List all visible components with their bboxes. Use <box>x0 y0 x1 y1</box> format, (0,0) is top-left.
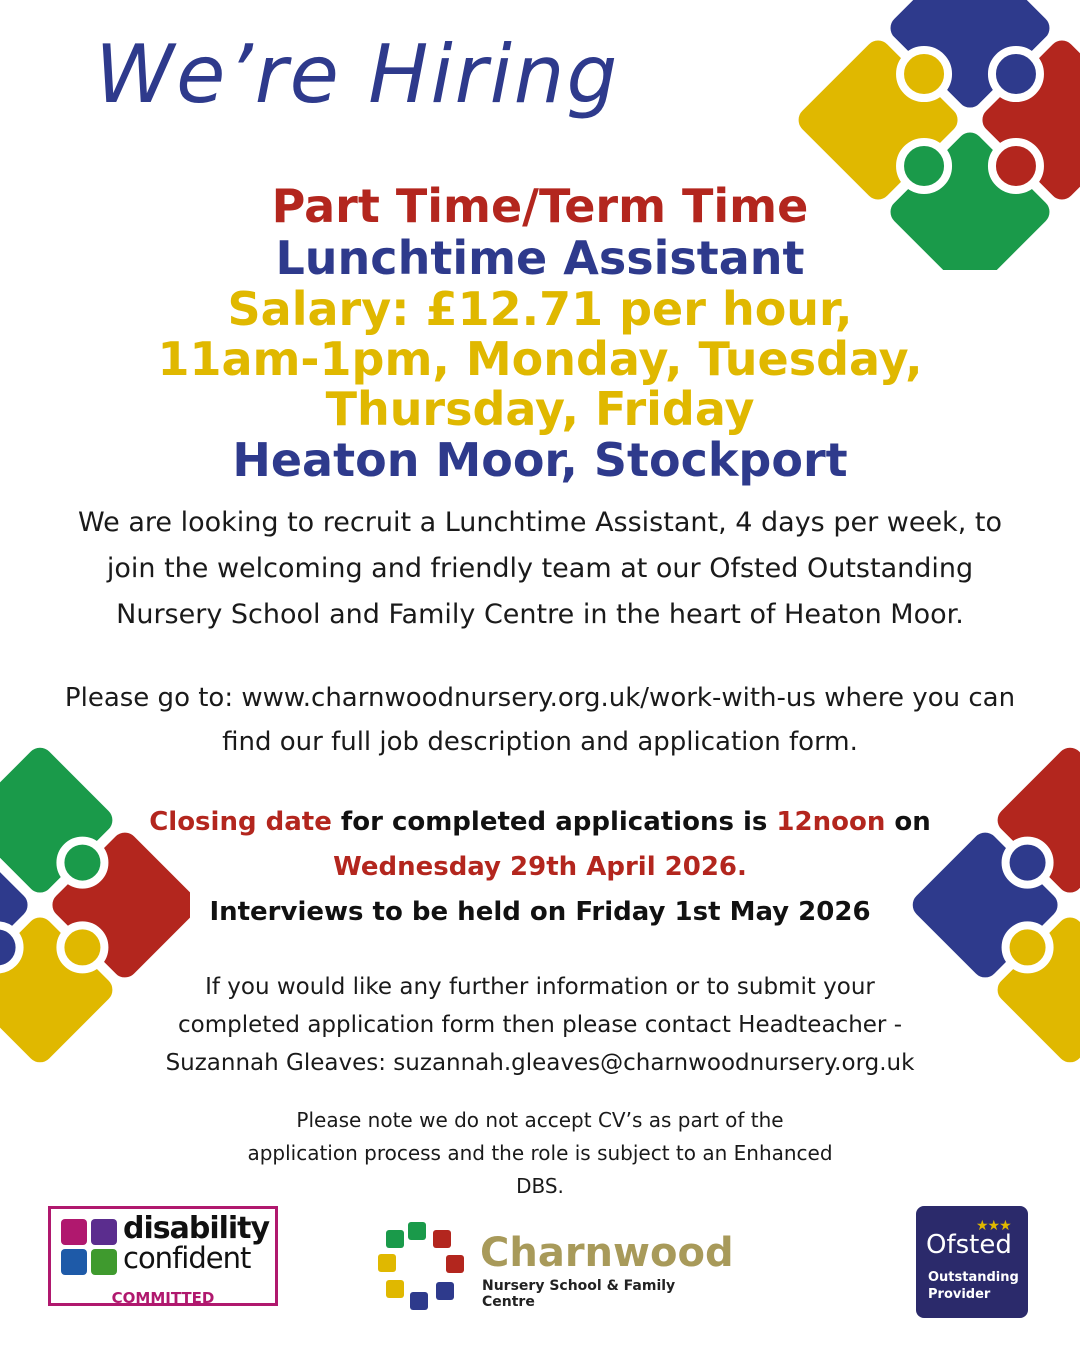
job-days-line: Thursday, Friday <box>325 382 755 436</box>
note-line: DBS. <box>516 1174 564 1198</box>
check-icon <box>91 1219 117 1245</box>
contact-line: Suzannah Gleaves: suzannah.gleaves@charnwoodnursery.org.uk <box>165 1050 915 1076</box>
ofsted-logo <box>916 1206 1028 1318</box>
job-contract: Part Time/Term Time <box>271 179 809 233</box>
ofsted-provider: Provider <box>928 1287 991 1302</box>
job-role: Lunchtime Assistant <box>275 231 805 285</box>
note-paragraph <box>190 1104 890 1203</box>
intro-paragraph <box>0 500 1080 638</box>
closing-date-label: Closing date <box>149 807 332 837</box>
closing-time: 12noon <box>776 807 886 837</box>
job-salary-line: Salary: £12.71 per hour, <box>227 282 853 336</box>
contact-paragraph <box>140 968 940 1082</box>
charnwood-tagline: Nursery School & Family Centre <box>482 1278 676 1310</box>
confident-text: confident <box>123 1241 251 1275</box>
contact-line: If you would like any further information or to submit your <box>205 974 875 1000</box>
job-hours-line: 11am-1pm, Monday, Tuesday, <box>157 332 923 386</box>
page-title: We’re Hiring <box>95 28 620 121</box>
note-line: Please note we do not accept CV’s as part of the <box>296 1108 784 1132</box>
people-icon <box>61 1219 87 1245</box>
closing-line <box>0 800 1080 845</box>
person-icon <box>91 1249 117 1275</box>
job-headline <box>0 180 1080 486</box>
disability-text: disability <box>123 1211 270 1246</box>
apply-paragraph <box>0 676 1080 764</box>
ofsted-outstanding: Outstanding <box>928 1270 1019 1285</box>
closing-info <box>0 800 1080 935</box>
intro-line: join the welcoming and friendly team at our Ofsted Outstanding <box>106 553 974 584</box>
committed-text: COMMITTED <box>111 1289 215 1307</box>
charnwood-name: Charnwood <box>480 1230 734 1276</box>
apply-line: Please go to: www.charnwoodnursery.org.uk/work-with-us where you can <box>64 683 1016 713</box>
job-location: Heaton Moor, Stockport <box>232 433 848 487</box>
closing-text-end: on <box>885 807 931 837</box>
charnwood-ring-icon <box>378 1220 468 1315</box>
contact-line: completed application form then please contact Headteacher - <box>178 1012 902 1038</box>
closing-text: for completed applications is <box>331 807 777 837</box>
interview-date: Interviews to be held on Friday 1st May 2026 <box>209 897 871 927</box>
apply-line: find our full job description and application form. <box>222 727 858 757</box>
charnwood-logo <box>378 1220 734 1315</box>
intro-line: We are looking to recruit a Lunchtime Assistant, 4 days per week, to <box>78 507 1002 538</box>
ofsted-name: Ofsted <box>926 1230 1012 1260</box>
closing-date: Wednesday 29th April 2026. <box>333 852 747 882</box>
intro-line: Nursery School and Family Centre in the heart of Heaton Moor. <box>116 599 964 630</box>
stars-icon: ★★★ <box>976 1218 1011 1234</box>
disability-confident-logo <box>48 1206 278 1306</box>
lock-icon <box>61 1249 87 1275</box>
note-line: application process and the role is subject to an Enhanced <box>247 1141 833 1165</box>
